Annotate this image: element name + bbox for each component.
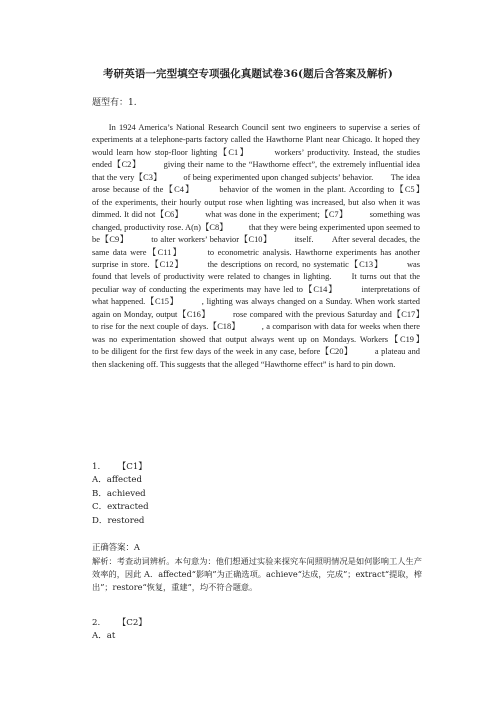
option-d[interactable]: D．restored xyxy=(92,515,145,526)
question-2-head xyxy=(92,617,422,630)
answer-analysis: 解析：考查动词辨析。本句意为：他们想通过实验来探究车间照明情况是如何影响工人生产效率的，因此 A．affected“影响”为正确选项。achieve“达成，完成”；extract“提取，榨出”；restore“恢复，重建”，均不符合题意。 xyxy=(92,556,422,593)
correct-answer: 正确答案：A xyxy=(92,542,140,552)
question-2-number: 2. xyxy=(92,618,101,628)
question-type: 题型有：1. xyxy=(92,98,137,108)
question-1-number: 1. xyxy=(92,462,101,472)
option-a[interactable]: A．affected xyxy=(92,475,142,486)
question-2 xyxy=(92,617,422,644)
question-1-label: 【C1】 xyxy=(117,462,147,472)
question-1-head xyxy=(92,461,422,474)
option-a[interactable]: A．at xyxy=(92,631,116,642)
cloze-passage: In 1924 America’s National Research Council sent two engineers to supervise a series of experiments at a telephone-parts factory called the Hawthorne Plant near Chicago. It hoped they would learn how stop-floor lighting【C1】 workers’ productivity. Instead, the studies ended【C2】 giving their name to the “Hawthorne effect”, the extremely influential idea that the very【C3】 of being experimented upon changed subjects’ behavior. The idea arose because of the【C4】 behavior of the women in the plant. According to【C5】 of the experiments, their hourly output rose when lighting was increased, but also when it was dimmed. It did not【C6】 what was done in the experiment;【C7】 something was changed, productivity rose. A(n)【C8】 that they were being experimented upon seemed to be【C9】 to alter workers’ behavior【C10】 itself. After several decades, the same data were【C11】 to econometric analysis. Hawthorne experiments has another surprise in store.【C12】 the descriptions on record, no systematic【C13】 was found that levels of productivity were related to changes in lighting. It turns out that the peculiar way of conducting the experiments may have led to【C14】 interpretations of what happened.【C15】 , lighting was always changed on a Sunday. When work started again on Monday, output【C16】 rose compared with the previous Saturday and【C17】 to rise for the next couple of days.【C18】 , a comparison with data for weeks when there was no experimentation showed that output always went up on Mondays. Workers【C19】 to be diligent for the first few days of the week in any case, before【C20】 a plateau and then slackening off. This suggests that the alleged “Hawthorne effect” is hard to pin down. xyxy=(92,123,446,369)
document-title: 考研英语一完型填空专项强化真题试卷36(题后含答案及解析) xyxy=(103,68,393,80)
option-c[interactable]: C．extracted xyxy=(92,502,149,513)
question-2-label: 【C2】 xyxy=(117,618,147,628)
question-1 xyxy=(92,461,422,528)
option-b[interactable]: B．achieved xyxy=(92,488,146,499)
